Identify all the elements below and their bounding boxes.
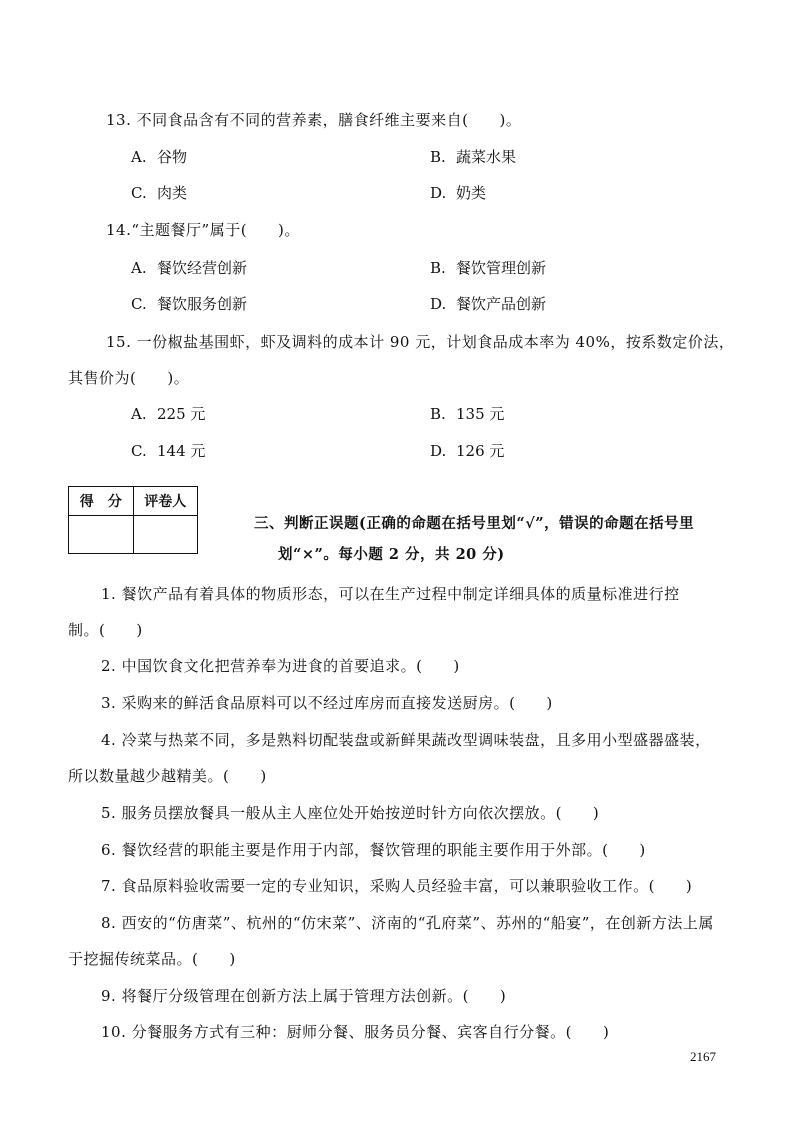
option-text: 餐饮管理创新 xyxy=(456,259,547,277)
question-15-stem-cont: 其售价为( )。 xyxy=(68,369,190,387)
question-15-option-b xyxy=(430,404,504,424)
question-15-option-a xyxy=(131,404,205,424)
judgment-7: 7. 食品原料验收需要一定的专业知识，采购人员经验丰富，可以兼职验收工作。( ) xyxy=(101,877,693,895)
score-box xyxy=(68,486,198,554)
option-text: 135 元 xyxy=(456,405,505,423)
option-key: D. xyxy=(430,184,447,202)
judgment-9: 9. 将餐厅分级管理在创新方法上属于管理方法创新。( ) xyxy=(101,987,507,1005)
option-key: D. xyxy=(430,295,447,313)
section-3-title-cont: 划“×”。每小题 2 分，共 20 分) xyxy=(278,546,505,563)
judgment-2: 2. 中国饮食文化把营养奉为进食的首要追求。( ) xyxy=(101,657,460,675)
option-key: C. xyxy=(131,442,147,460)
judgment-4-cont: 所以数量越少越精美。( ) xyxy=(68,767,267,785)
question-13-option-b xyxy=(430,147,516,167)
question-13-option-d xyxy=(430,183,486,203)
option-text: 225 元 xyxy=(157,405,206,423)
judgment-4: 4. 冷菜与热菜不同，多是熟料切配装盘或新鲜果蔬改型调味装盘，且多用小型盛器盛装， xyxy=(101,731,711,749)
score-cell[interactable] xyxy=(69,516,134,554)
question-14-option-a xyxy=(131,258,247,278)
judgment-8-cont: 于挖掘传统菜品。( ) xyxy=(68,950,236,968)
option-text: 奶类 xyxy=(456,184,487,202)
score-header: 得 分 xyxy=(69,487,134,516)
option-key: A. xyxy=(131,259,147,277)
option-key: B. xyxy=(430,405,446,423)
section-3-title: 三、判断正误题(正确的命题在括号里划“√”，错误的命题在括号里 xyxy=(254,515,695,532)
question-13-option-a xyxy=(131,147,187,167)
option-key: C. xyxy=(131,295,147,313)
judgment-3: 3. 采购来的鲜活食品原料可以不经过库房而直接发送厨房。( ) xyxy=(101,694,553,712)
option-key: B. xyxy=(430,259,446,277)
question-13-option-c xyxy=(131,183,187,203)
question-14-option-d xyxy=(430,294,546,314)
option-text: 餐饮经营创新 xyxy=(157,259,248,277)
option-text: 144 元 xyxy=(157,442,206,460)
question-13-stem: 13. 不同食品含有不同的营养素，膳食纤维主要来自( )。 xyxy=(106,111,522,129)
judgment-6: 6. 餐饮经营的职能主要是作用于内部，餐饮管理的职能主要作用于外部。( ) xyxy=(101,841,646,859)
option-text: 餐饮产品创新 xyxy=(456,295,547,313)
judgment-5: 5. 服务员摆放餐具一般从主人座位处开始按逆时针方向依次摆放。( ) xyxy=(101,804,600,822)
judgment-10: 10. 分餐服务方式有三种：厨师分餐、服务员分餐、宾客自行分餐。( ) xyxy=(101,1023,610,1041)
judgment-1: 1. 餐饮产品有着具体的物质形态，可以在生产过程中制定详细具体的质量标准进行控 xyxy=(101,585,680,603)
option-key: A. xyxy=(131,148,147,166)
question-15-option-d xyxy=(430,441,504,461)
page-number: 2167 xyxy=(690,1049,716,1064)
option-key: B. xyxy=(430,148,446,166)
option-text: 126 元 xyxy=(456,442,505,460)
option-text: 肉类 xyxy=(157,184,188,202)
question-14-stem: 14.“主题餐厅”属于( )。 xyxy=(106,221,300,239)
option-text: 餐饮服务创新 xyxy=(157,295,248,313)
option-key: A. xyxy=(131,405,147,423)
judgment-1-cont: 制。( ) xyxy=(68,621,143,639)
grader-cell[interactable] xyxy=(133,516,198,554)
question-14-option-c xyxy=(131,294,247,314)
question-15-option-c xyxy=(131,441,205,461)
option-key: D. xyxy=(430,442,447,460)
judgment-8: 8. 西安的“仿唐菜”、杭州的“仿宋菜”、济南的“孔府菜”、苏州的“船宴”，在创新方法上属 xyxy=(101,914,714,932)
question-15-stem: 15. 一份椒盐基围虾，虾及调料的成本计 90 元，计划食品成本率为 40%，按系数定价法， xyxy=(106,333,735,351)
option-text: 蔬菜水果 xyxy=(456,148,517,166)
option-text: 谷物 xyxy=(157,148,188,166)
grader-header: 评卷人 xyxy=(133,487,198,516)
question-14-option-b xyxy=(430,258,546,278)
option-key: C. xyxy=(131,184,147,202)
